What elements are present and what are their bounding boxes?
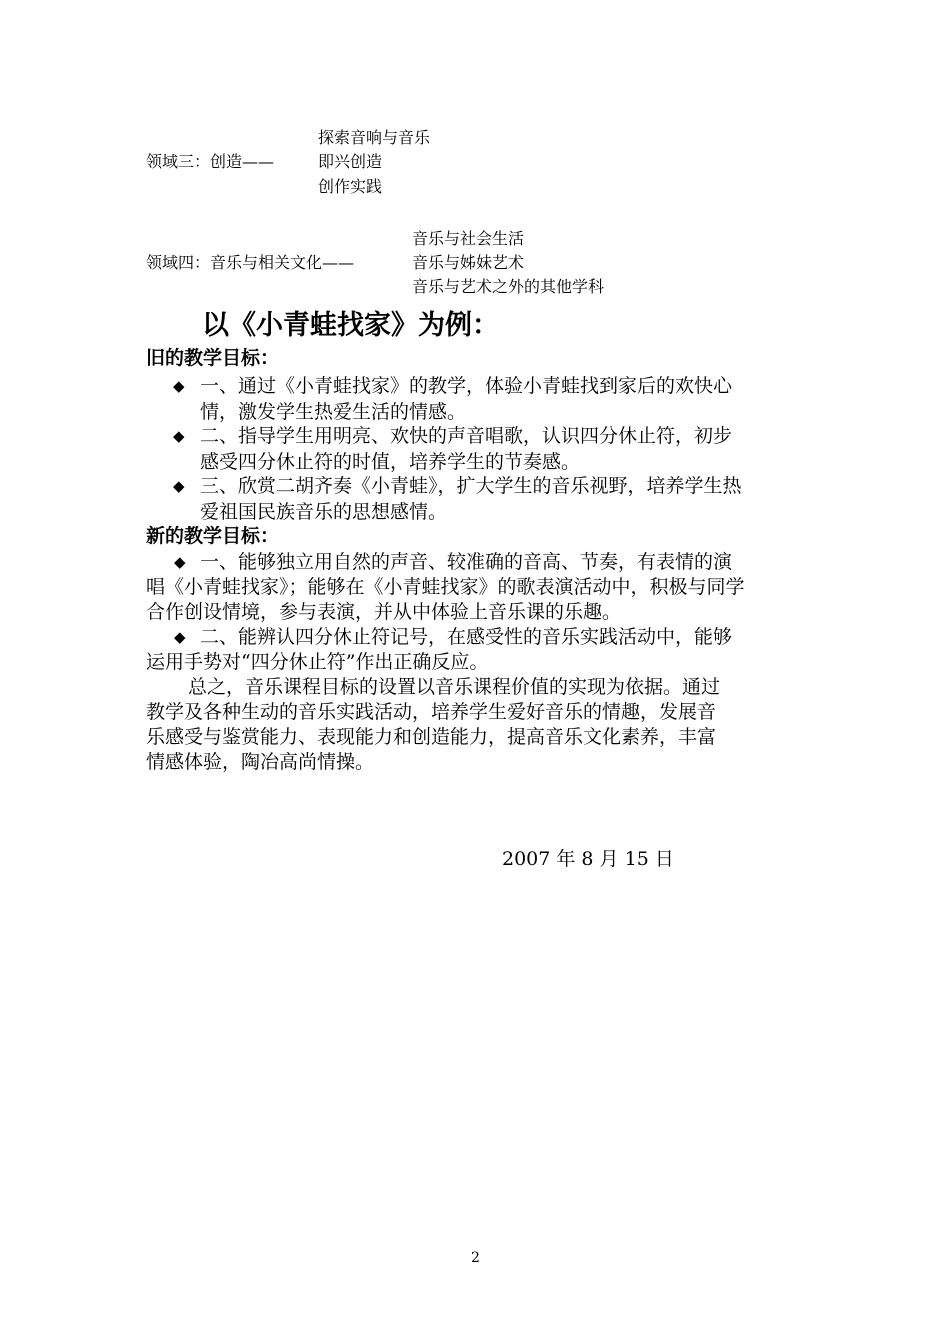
bullet-icon: ◆ <box>173 377 185 395</box>
domain-four-item-3: 音乐与艺术之外的其他学科 <box>412 277 605 296</box>
old-goal-1-line-2: 情，激发学生热爱生活的情感。 <box>200 401 467 423</box>
domain-three-item-2: 即兴创造 <box>318 152 383 171</box>
summary-line-4: 情感体验，陶冶高尚情操。 <box>146 751 375 773</box>
new-goal-1-line-2: 唱《小青蛙找家》；能够在《小青蛙找家》的歌表演活动中，积极与同学 <box>146 576 745 598</box>
summary-line-2: 教学及各种生动的音乐实践活动，培养学生爱好音乐的情趣，发展音 <box>146 701 717 723</box>
old-goal-2-line-1: 二、指导学生用明亮、欢快的声音唱歌，认识四分休止符，初步 <box>200 425 733 447</box>
new-goal-1-line-3: 合作创设情境，参与表演，并从中体验上音乐课的乐趣。 <box>146 601 622 623</box>
bullet-icon: ◆ <box>173 427 185 445</box>
new-goal-1-line-1: 一、能够独立用自然的声音、较准确的音高、节奏，有表情的演 <box>200 551 733 573</box>
old-goal-3-line-1: 三、欣赏二胡齐奏《小青蛙》，扩大学生的音乐视野，培养学生热 <box>200 475 742 497</box>
example-title: 以《小青蛙找家》为例： <box>202 310 499 341</box>
bullet-icon: ◆ <box>174 628 186 646</box>
old-goal-1-line-1: 一、通过《小青蛙找家》的教学，体验小青蛙找到家后的欢快心 <box>200 375 733 397</box>
bullet-icon: ◆ <box>174 553 186 571</box>
new-goal-2-line-2: 运用手势对“四分休止符”作出正确反应。 <box>146 651 489 673</box>
new-goal-2-line-1: 二、能辨认四分休止符记号，在感受性的音乐实践活动中，能够 <box>200 626 733 648</box>
old-goal-2-line-2: 感受四分休止符的时值，培养学生的节奏感。 <box>200 451 581 473</box>
domain-four-item-1: 音乐与社会生活 <box>412 229 525 248</box>
page-number: 2 <box>471 1250 480 1266</box>
domain-three-item-1: 探索音响与音乐 <box>318 128 431 147</box>
domain-three-label: 领域三：创造—— <box>146 152 275 171</box>
new-goals-heading: 新的教学目标： <box>146 525 280 547</box>
old-goal-2 <box>200 423 805 475</box>
document-date: 2007 年 8 月 15 日 <box>502 848 674 870</box>
old-goals-heading: 旧的教学目标： <box>146 347 280 369</box>
old-goal-1 <box>200 373 805 425</box>
domain-four-item-2: 音乐与姊妹艺术 <box>412 253 525 272</box>
domain-four-label: 领域四：音乐与相关文化—— <box>146 253 355 272</box>
bullet-icon: ◆ <box>173 477 185 495</box>
summary-line-1: 总之，音乐课程目标的设置以音乐课程价值的实现为依据。通过 <box>188 676 721 698</box>
old-goal-3 <box>200 473 805 525</box>
summary-line-3: 乐感受与鉴赏能力、表现能力和创造能力，提高音乐文化素养，丰富 <box>146 726 717 748</box>
domain-three-item-3: 创作实践 <box>318 177 383 196</box>
old-goal-3-line-2: 爱祖国民族音乐的思想感情。 <box>200 501 448 523</box>
